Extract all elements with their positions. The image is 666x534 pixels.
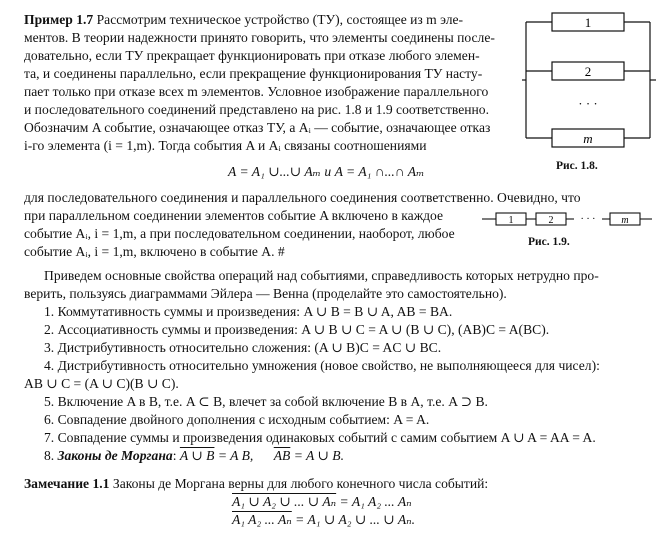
para3-line: верить, пользуясь диаграммами Эйлера — Венна (проделайте это самостоятельно). — [24, 286, 507, 301]
de-morgan-formula-b: $\overline{AB}$ — [273, 448, 291, 463]
ellipsis: · · · — [578, 96, 598, 111]
property-item: 3. Дистрибутивность относительно сложения: (A ∪ B)C = AC ∪ BC. — [44, 340, 442, 355]
property-number: 8. — [44, 448, 58, 463]
remark-line — [24, 476, 488, 491]
series-connection-diagram — [482, 208, 652, 230]
property-item: 1. Коммутативность суммы и произведения: A ∪ B = B ∪ A, AB = BA. — [44, 304, 453, 319]
property-item-continuation: AB ∪ C = (A ∪ C)(B ∪ C). — [24, 376, 179, 391]
property-item: 5. Включение A в B, т.е. A ⊂ B, влечет за собой включение B в A, т.е. A ⊃ B. — [44, 394, 488, 409]
property-item: 4. Дистрибутивность относительно умножения (новое свойство, не выполняющееся для чисел): — [44, 358, 600, 373]
figure-1-8-caption: Рис. 1.8. — [556, 160, 598, 172]
block-label: 2 — [584, 64, 592, 79]
figure-1-9-caption: Рис. 1.9. — [528, 236, 570, 248]
remark-text: Законы де Моргана верны для любого конечного числа событий: — [109, 476, 489, 491]
formula-sum-product: A = A₁ ∪...∪ Aₘ и A = A₁ ∩...∩ Aₘ — [228, 164, 425, 179]
property-item: 2. Ассоциативность суммы и произведения: A ∪ B ∪ C = A ∪ (B ∪ C), (AB)C = A(BC). — [44, 322, 550, 337]
para1-line: Обозначим A событие, означающее отказ ТУ, а Aᵢ — событие, означающее отказ — [24, 120, 491, 135]
para2-line: событие Aᵢ, i = 1,m, а при последовательном соединении, наоборот, любое — [24, 226, 455, 241]
general-de-morgan-formula-2 — [232, 512, 415, 527]
para1-line: i-го элемента (i = 1,m). Тогда события A и Aᵢ связаны соотношениями — [24, 138, 427, 153]
formula-rhs: = A₁ A₂ ... Aₙ — [336, 494, 412, 509]
block-label: 2 — [548, 215, 554, 226]
para2-line: событие Aᵢ, i = 1,m, включено в событие A. # — [24, 244, 285, 259]
para3-line: Приведем основные свойства операций над событиями, справедливость которых нетрудно про- — [44, 268, 599, 283]
para1-line: та, и соединены параллельно, если прекращение функционирования ТУ насту- — [24, 66, 483, 81]
de-morgan-formula-a: A ∪ B — [179, 448, 215, 463]
property-item: 6. Совпадение двойного дополнения с исходным событием: A = A. — [44, 412, 430, 427]
de-morgan-eq-b: = A ∪ B. — [290, 448, 344, 463]
formula-lhs: A₁ A₂ ... Aₙ — [232, 512, 292, 527]
property-de-morgan: 8. Законы де Моргана: A ∪ B = A B, $\overline{AB} = A$ ∪ B. — [44, 448, 344, 463]
block-label: 1 — [508, 215, 514, 226]
formula-lhs: A₁ ∪ A₂ ∪ ... ∪ Aₙ — [232, 494, 337, 509]
ellipsis: · · · — [580, 214, 596, 225]
de-morgan-label: Законы де Моргана — [57, 448, 173, 463]
example-label: Пример 1.7 — [24, 12, 94, 27]
para2-line: для последовательного соединения и параллельного соединения соответственно. Очевидно, что — [24, 190, 581, 205]
para2-line: при параллельном соединении элементов событие A включено в каждое — [24, 208, 443, 223]
para1-line: ментов. В теории надежности принято говорить, что элементы соединены после- — [24, 30, 495, 45]
example-intro-text: Рассмотрим техническое устройство (ТУ), состоящее из m эле- — [93, 12, 464, 27]
de-morgan-eq-a: = A B, — [214, 448, 254, 463]
example-intro-line — [24, 12, 463, 27]
formula-rhs: = A₁ ∪ A₂ ∪ ... ∪ Aₙ. — [291, 512, 416, 527]
block-label: m — [621, 215, 629, 226]
para1-line: пает только при отказе всех m элементов. Условное изображение параллельного — [24, 84, 489, 99]
parallel-connection-diagram — [522, 8, 656, 158]
general-de-morgan-formula-1 — [232, 494, 412, 509]
block-label: m — [583, 131, 593, 146]
para1-line: и последовательного соединений представлено на рис. 1.8 и 1.9 соответственно. — [24, 102, 489, 117]
para1-line: довательно, если ТУ прекращает функционировать при отказе любого элемен- — [24, 48, 480, 63]
property-item: 7. Совпадение суммы и произведения одинаковых событий с самим событием A ∪ A = AA = A. — [44, 430, 596, 445]
remark-label: Замечание 1.1 — [24, 476, 110, 491]
block-label: 1 — [584, 15, 592, 30]
